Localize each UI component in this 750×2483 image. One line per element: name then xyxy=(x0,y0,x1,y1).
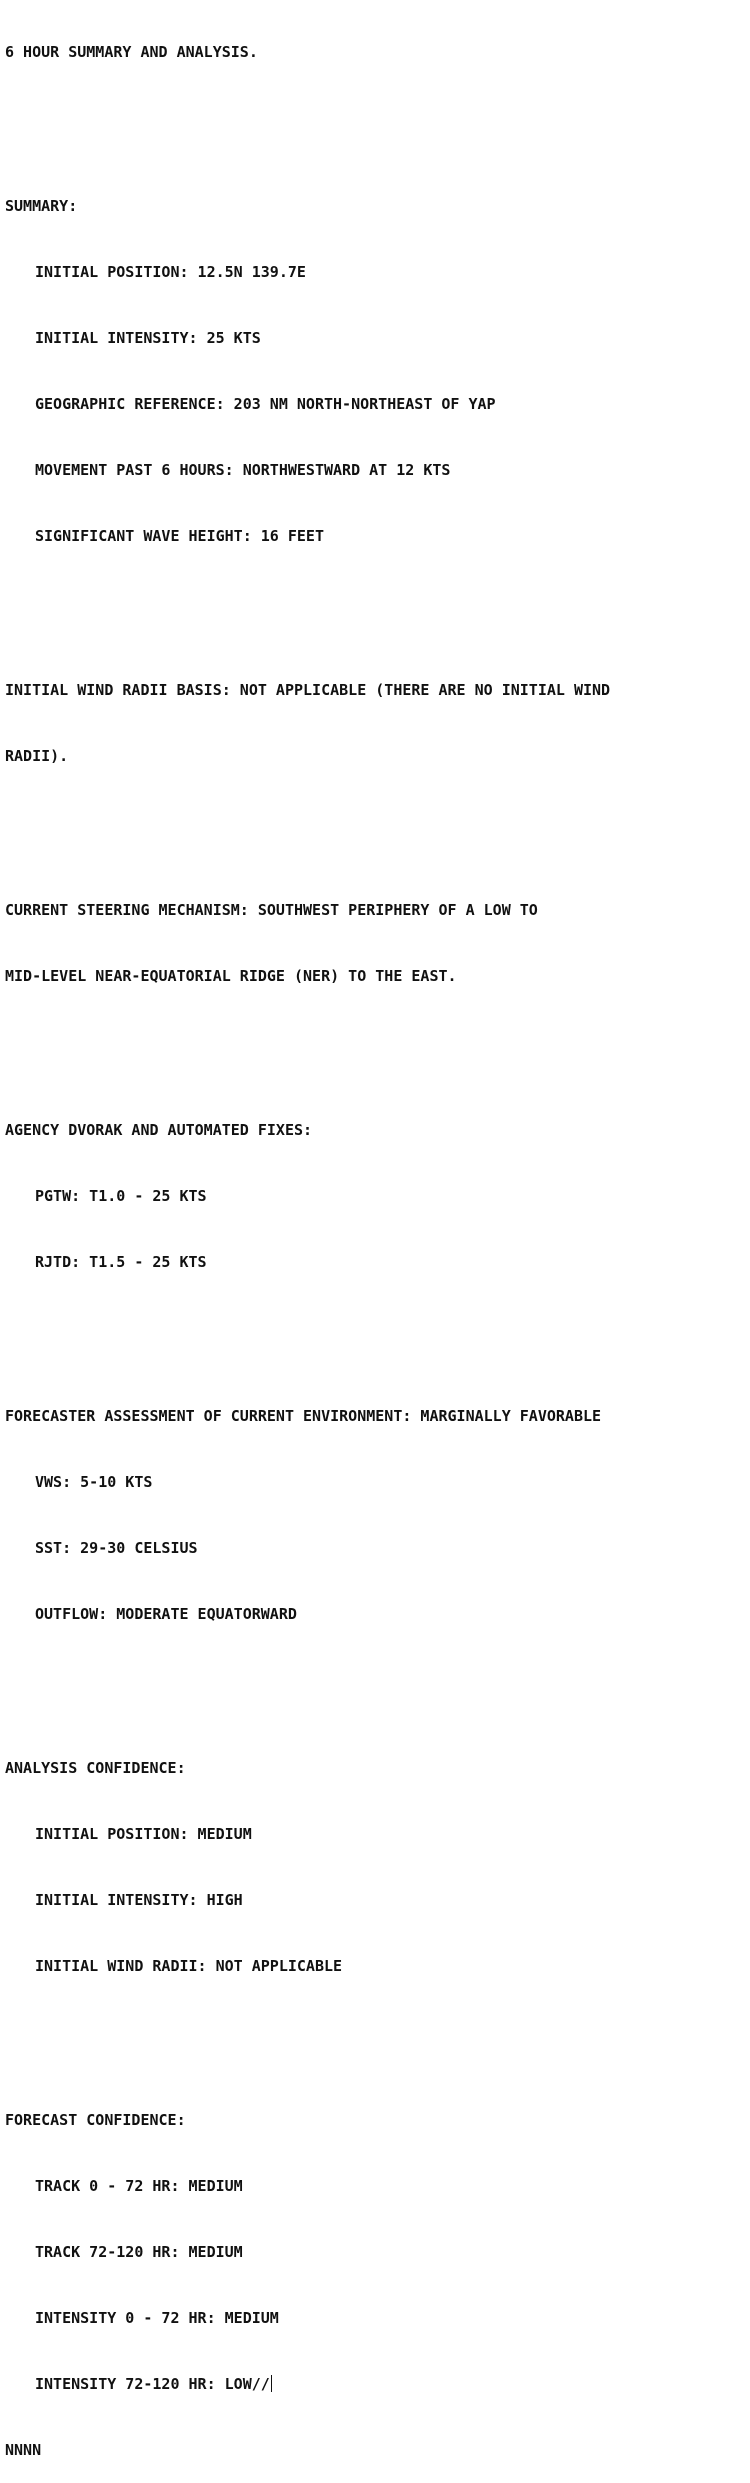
dvorak-heading: AGENCY DVORAK AND AUTOMATED FIXES: xyxy=(5,1121,313,1139)
forecast-confidence-heading: FORECAST CONFIDENCE: xyxy=(5,2111,186,2129)
analysis-confidence-wind-radii: INITIAL WIND RADII: NOT APPLICABLE xyxy=(35,1957,343,1975)
blank-line xyxy=(5,1031,610,1053)
forecast-confidence-intensity-72-120-row xyxy=(5,2373,610,2395)
bulletin-footer: NNNN xyxy=(5,2441,42,2459)
summary-geographic-reference: GEOGRAPHIC REFERENCE: 203 NM NORTH-NORTHEAST OF YAP xyxy=(35,395,496,413)
analysis-confidence-position: INITIAL POSITION: MEDIUM xyxy=(35,1825,252,1843)
blank-line xyxy=(5,2021,610,2043)
summary-initial-intensity: INITIAL INTENSITY: 25 KTS xyxy=(35,329,261,347)
steering-line-1: CURRENT STEERING MECHANISM: SOUTHWEST PERIPHERY OF A LOW TO xyxy=(5,901,538,919)
summary-wave-height: SIGNIFICANT WAVE HEIGHT: 16 FEET xyxy=(35,527,324,545)
environment-heading: FORECASTER ASSESSMENT OF CURRENT ENVIRONMENT: MARGINALLY FAVORABLE xyxy=(5,1407,602,1425)
dvorak-pgtw: PGTW: T1.0 - 25 KTS xyxy=(35,1187,207,1205)
dvorak-rjtd: RJTD: T1.5 - 25 KTS xyxy=(35,1253,207,1271)
wind-radii-basis-line-2: RADII). xyxy=(5,747,69,765)
forecast-confidence-track-0-72: TRACK 0 - 72 HR: MEDIUM xyxy=(35,2177,243,2195)
bulletin-text xyxy=(5,0,610,2483)
environment-sst: SST: 29-30 CELSIUS xyxy=(35,1539,198,1557)
environment-vws: VWS: 5-10 KTS xyxy=(35,1473,153,1491)
steering-line-2: MID-LEVEL NEAR-EQUATORIAL RIDGE (NER) TO THE EAST. xyxy=(5,967,457,985)
forecast-confidence-intensity-72-120: INTENSITY 72-120 HR: LOW// xyxy=(35,2375,270,2393)
wind-radii-basis-line-1: INITIAL WIND RADII BASIS: NOT APPLICABLE (THERE ARE NO INITIAL WIND xyxy=(5,681,611,699)
blank-line xyxy=(5,811,610,833)
analysis-confidence-heading: ANALYSIS CONFIDENCE: xyxy=(5,1759,186,1777)
blank-line xyxy=(5,1669,610,1691)
summary-initial-position: INITIAL POSITION: 12.5N 139.7E xyxy=(35,263,306,281)
forecast-confidence-intensity-0-72: INTENSITY 0 - 72 HR: MEDIUM xyxy=(35,2309,279,2327)
blank-line xyxy=(5,1317,610,1339)
blank-line xyxy=(5,591,610,613)
environment-outflow: OUTFLOW: MODERATE EQUATORWARD xyxy=(35,1605,297,1623)
summary-heading: SUMMARY: xyxy=(5,197,78,215)
forecast-confidence-track-72-120: TRACK 72-120 HR: MEDIUM xyxy=(35,2243,243,2261)
blank-line xyxy=(5,107,610,129)
summary-movement: MOVEMENT PAST 6 HOURS: NORTHWESTWARD AT 12 KTS xyxy=(35,461,451,479)
text-cursor xyxy=(271,2375,272,2392)
bulletin-title: 6 HOUR SUMMARY AND ANALYSIS. xyxy=(5,43,258,61)
analysis-confidence-intensity: INITIAL INTENSITY: HIGH xyxy=(35,1891,243,1909)
